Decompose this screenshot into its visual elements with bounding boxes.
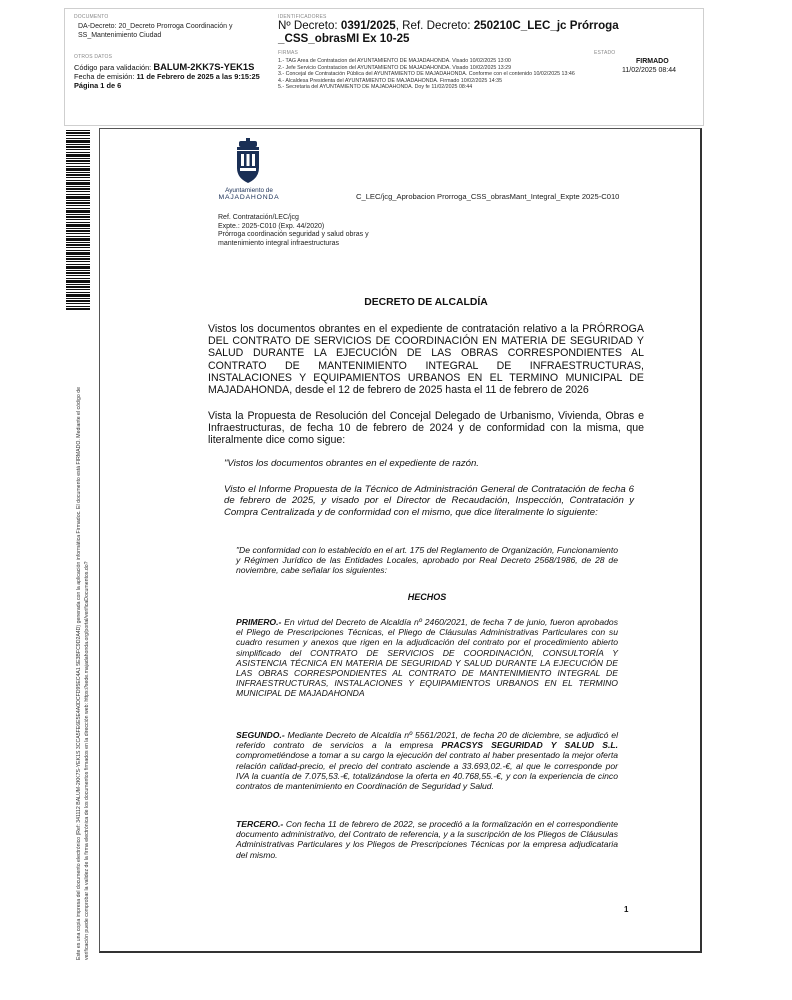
decree-ref-line2: _CSS_obrasMI Ex 10-25 — [278, 32, 410, 46]
status-date: 11/02/2025 08:44 — [622, 66, 676, 74]
signature-entry: 1.- TAG Area de Contratacion del AYUNTAMIENTO DE MAJADAHONDA. Visado 10/02/2025 13:00 — [278, 58, 511, 64]
quote-opening: "Vistos los documentos obrantes en el expediente de razón. — [224, 458, 479, 469]
signature-entry: 4.- Alcaldesa Presidenta del AYUNTAMIENTO DE MAJADAHONDA. Firmado 10/02/2025 14:35 — [278, 77, 503, 84]
fact-segundo-label: SEGUNDO.- — [236, 730, 285, 740]
fact-segundo — [236, 730, 618, 791]
quote-report: Visto el Informe Propuesta de la Técnico de Administración General de Contratación de fecha 6 de febrero de 2025, y visado por el Director de Recaudación, Inspección, Contratación y Compra Centralizada y de conformidad con el mismo, que dice literalmente lo siguiente: — [224, 484, 634, 518]
hechos-heading: HECHOS — [407, 592, 447, 602]
page-number: 1 — [624, 905, 629, 914]
status-value: FIRMADO — [636, 58, 669, 65]
validation-code: BALUM-2KK7S-YEK1S — [153, 61, 255, 72]
fact-tercero-label: TERCERO.- — [236, 819, 284, 829]
reference-line: mantenimiento integral infraestructuras — [218, 239, 340, 247]
fact-tercero — [236, 819, 618, 860]
page-info: Página 1 de 6 — [74, 81, 122, 90]
signature-entry: 5.- Secretaria del AYUNTAMIENTO DE MAJADAHONDA. Doy fe 11/02/2025 08:44 — [278, 84, 473, 91]
fact-tercero-text: Con fecha 11 de febrero de 2022, se procedió a la formalización en el correspondiente documento administrativo, del Contrato de referencia, y a la suscripción de los Pliegos de Cláusulas Administrativas Particulares y los Pliegos de Prescripciones Técnicas por la empresa adjudicataria del mismo. — [236, 819, 618, 860]
reference-line: Ref. Contratación/LEC/jcg — [218, 214, 299, 221]
decree-number: 0391/2025 — [340, 19, 396, 32]
decree-ref-line1: 250210C_LEC_jc Prórroga — [473, 19, 619, 32]
paragraph-proposal: Vista la Propuesta de Resolución del Concejal Delegado de Urbanismo, Vivienda, Obras e Infraestructuras, de fecha 10 de febrero de 2024 y de conformidad con la misma, que literalmente dice como sigue: — [208, 410, 644, 447]
status-label: ESTADO — [594, 50, 616, 56]
emission-label: Fecha de emisión: — [74, 72, 135, 81]
decree-prefix: Nº Decreto: — [278, 19, 338, 32]
signature-entry: 2.- Jefe Servicio Contratacion del AYUNTAMIENTO DE MAJADAHONDA. Visado 10/02/2025 13:29 — [278, 64, 512, 71]
logo-line1: Ayuntamiento de — [225, 187, 273, 194]
quote-regulation: "De conformidad con lo establecido en el art. 175 del Reglamento de Organización, Funcionamiento y Régimen Jurídico de las Entidades Locales, aprobado por Real Decreto 2568/1986, de 28 de noviembre, cabe señalar los siguientes: — [236, 545, 618, 576]
fact-segundo-company: PRACSYS SEGURIDAD Y SALUD S.L. — [441, 740, 618, 751]
page-title: DECRETO DE ALCALDÍA — [364, 297, 488, 308]
decree-ref-prefix: , Ref. Decreto: — [395, 19, 471, 32]
paragraph-intro: Vistos los documentos obrantes en el expediente de contratación relativo a la PRÓRROGA DEL CONTRATO DE SERVICIOS DE COORDINACIÓN EN MATERIA DE SEGURIDAD Y SALUD DURANTE LA EJECUCIÓN DE LAS OBRAS CORRESPONDIENTES AL CONTRATO DE MANTENIMIENTO INTEGRAL DE INFRAESTRUCTURAS, INSTALACIONES Y EQUIPAMIENTOS URBANOS EN EL TERMINO MUNICIPAL DE MAJADAHONDA, desde el 12 de febrero de 2025 hasta el 11 de febrero de 2026 — [208, 323, 644, 397]
reference-block — [218, 214, 418, 248]
coat-of-arms-icon — [233, 138, 263, 186]
document-name: DA-Decreto: 20_Decreto Prorroga Coordinación y SS_Mantenimiento Ciudad — [78, 23, 233, 39]
file-reference: C_LEC/jcg_Aprobacion Prorroga_CSS_obrasMant_Integral_Expte 2025-C010 — [356, 192, 620, 201]
logo-line2: MAJADAHONDA — [218, 194, 280, 201]
identifiers-label: IDENTIFICADORES — [278, 14, 327, 20]
verification-text-line1: Este es una copia impresa del documento electrónico (Ref: 341112 BALUM-2KK7S-YEK1S 3CCA5FE6E5E4A0DCFD95EC4A1 5E3BFC9D2A4D) generada con la aplicación informática Firmadoc. El documento está FIRMADO. Mediante el código de — [76, 386, 82, 960]
barcode — [66, 130, 90, 310]
validation-info — [74, 62, 274, 90]
emission-date: 11 de Febrero de 2025 a las 9:15:25 — [136, 72, 260, 81]
status-block — [622, 58, 702, 75]
reference-line: Prórroga coordinación seguridad y salud obras y — [218, 231, 369, 239]
logo-text — [214, 187, 284, 202]
verification-text-line2: verificación puede comprobar la validez de la firma electrónica de los documentos firmados en la dirección web: https://sede.majadahonda.org/portal/verificaDocumentos.do? — [84, 561, 90, 960]
document-label: DOCUMENTO — [74, 14, 109, 20]
validation-label: Código para validación: — [74, 63, 152, 72]
fact-primero-label: PRIMERO.- — [236, 617, 282, 627]
other-data-label: OTROS DATOS — [74, 54, 113, 60]
signatures-label: FIRMAS — [278, 50, 299, 56]
fact-primero — [236, 617, 618, 699]
fact-segundo-text-b: comprometiéndose a tomar a su cargo la ejecución del contrato al haber presentado la mejor oferta relación calidad-precio, el precio del contrato asciende a 33.693,02.-€, al que le corresponde por IVA la cuantía de 7.075,53.-€, totalizándose la oferta en 40.768,55.-€, y con la experiencia de cinco contratos de mantenimiento en Coordinación de Seguridad y Salud. — [236, 750, 618, 792]
fact-segundo-text-a: Mediante Decreto de Alcaldía nº 5561/2021, de fecha 20 de diciembre, se adjudicó el referido contrato de servicios a la empresa — [236, 730, 618, 751]
reference-line: Expte.: 2025-C010 (Exp. 44/2020) — [218, 222, 325, 230]
fact-primero-text: En virtud del Decreto de Alcaldía nº 2460/2021, de fecha 7 de junio, fueron aprobados el Pliego de Prescripciones Técnicas, el Pliego de Cláusulas Administrativas Particulares con su cuadro resumen y anexos que rigen en la adjudicación del contrato por el procedimiento abierto simplificado del CONTRATO DE SERVICIOS DE COORDINACIÓN, CONSULTORÍA Y ASISTENCIA TÉCNICA EN MATERIA DE SEGURIDAD Y SALUD DURANTE LA EJECUCIÓN DE LAS OBRAS CORRESPONDIENTES AL CONTRATO DE MANTENIMIENTO INTEGRAL DE INFRAESTRUCTURAS, INSTALACIONES Y EQUIPAMIENTOS URBANOS EN EL TERMINO MUNICIPAL DE MAJADAHONDA — [236, 617, 618, 699]
decree-identifier — [278, 19, 698, 46]
signatures-list — [278, 58, 598, 91]
signature-entry: 3.- Concejal de Contratación Pública del AYUNTAMIENTO DE MAJADAHONDA. Conforme con el contenido 10/02/2025 13:46 — [278, 71, 575, 78]
